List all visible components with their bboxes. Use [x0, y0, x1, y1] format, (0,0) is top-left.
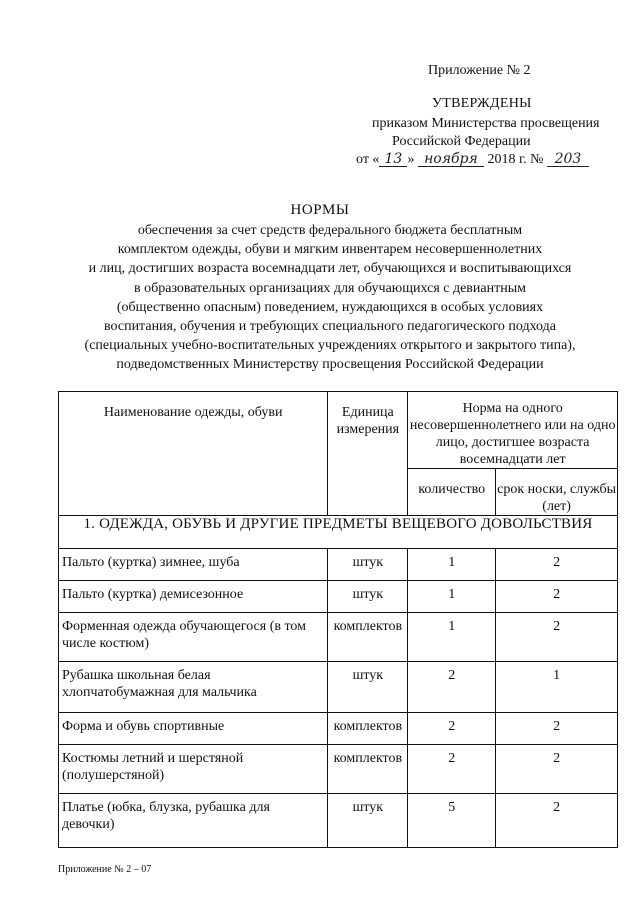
- document-subtitle: [40, 221, 620, 375]
- item-term: 2: [496, 713, 618, 745]
- subtitle-line: воспитания, обучения и требующих специального педагогического подхода: [104, 319, 556, 335]
- table-row: [59, 613, 618, 662]
- item-name: Пальто (куртка) демисезонное: [59, 581, 328, 613]
- approval-date-line: от « 13 » ноября 2018 г. № 203: [356, 151, 589, 168]
- item-quantity: 1: [408, 613, 496, 662]
- appendix-label: Приложение № 2: [428, 63, 531, 78]
- item-unit: штук: [328, 549, 408, 581]
- item-name: Рубашка школьная белая хлопчатобумажная для мальчика: [59, 662, 328, 713]
- header-quantity: количество: [408, 469, 496, 516]
- handwritten-number: 203: [547, 152, 589, 167]
- item-term: 2: [496, 549, 618, 581]
- table-row: [59, 713, 618, 745]
- approval-order-line: приказом Министерства просвещения: [372, 116, 600, 131]
- subtitle-line: в образовательных организациях для обучающихся с девиантным: [134, 280, 526, 296]
- table-row: [59, 662, 618, 713]
- item-term: 2: [496, 745, 618, 794]
- item-unit: комплектов: [328, 613, 408, 662]
- section-heading: 1. ОДЕЖДА, ОБУВЬ И ДРУГИЕ ПРЕДМЕТЫ ВЕЩЕВОГО ДОВОЛЬСТВИЯ: [59, 516, 618, 549]
- item-name: Платье (юбка, блузка, рубашка для девочки): [59, 794, 328, 848]
- item-name: Форма и обувь спортивные: [59, 713, 328, 745]
- subtitle-line: обеспечения за счет средств федерального бюджета бесплатным: [137, 223, 523, 238]
- header-item-name: Наименование одежды, обуви: [59, 392, 328, 516]
- subtitle-line: (специальных учебно-воспитательных учреждениях открытого и закрытого типа),: [84, 338, 576, 354]
- item-unit: комплектов: [328, 745, 408, 794]
- item-quantity: 2: [408, 745, 496, 794]
- header-unit: Единица измерения: [328, 392, 408, 516]
- item-term: 2: [496, 581, 618, 613]
- norms-table: [58, 391, 618, 848]
- table-row: [59, 549, 618, 581]
- item-name: Костюмы летний и шерстяной (полушерстяной): [59, 745, 328, 794]
- page-footer: Приложение № 2 – 07: [58, 864, 152, 875]
- item-quantity: 1: [408, 581, 496, 613]
- subtitle-line: комплектом одежды, обуви и мягким инвентарем несовершеннолетних: [117, 242, 543, 258]
- header-term: срок носки, службы (лет): [496, 469, 618, 516]
- item-name: Пальто (куртка) зимнее, шуба: [59, 549, 328, 581]
- header-norm: Норма на одного несовершеннолетнего или на одно лицо, достигшее возраста восемнадцати лет: [408, 392, 618, 469]
- table-row: [59, 581, 618, 613]
- item-quantity: 2: [408, 662, 496, 713]
- document-title: НОРМЫ: [290, 202, 350, 218]
- item-term: 1: [496, 662, 618, 713]
- approval-country-line: Российской Федерации: [392, 134, 531, 149]
- item-unit: комплектов: [328, 713, 408, 745]
- item-quantity: 5: [408, 794, 496, 848]
- table-row: [59, 794, 618, 848]
- item-quantity: 1: [408, 549, 496, 581]
- subtitle-line: (общественно опасным) поведением, нуждающихся в особых условиях: [116, 299, 544, 315]
- approved-heading: УТВЕРЖДЕНЫ: [432, 96, 532, 111]
- item-name: Форменная одежда обучающегося (в том числе костюм): [59, 613, 328, 662]
- item-unit: штук: [328, 581, 408, 613]
- item-term: 2: [496, 613, 618, 662]
- item-unit: штук: [328, 794, 408, 848]
- subtitle-line: и лиц, достигших возраста восемнадцати лет, обучающихся и воспитывающихся: [88, 261, 572, 277]
- item-term: 2: [496, 794, 618, 848]
- subtitle-line: подведомственных Министерству просвещения Российской Федерации: [116, 357, 544, 373]
- item-unit: штук: [328, 662, 408, 713]
- table-row: [59, 745, 618, 794]
- item-quantity: 2: [408, 713, 496, 745]
- handwritten-month: ноября: [418, 152, 484, 167]
- handwritten-day: 13: [379, 152, 407, 167]
